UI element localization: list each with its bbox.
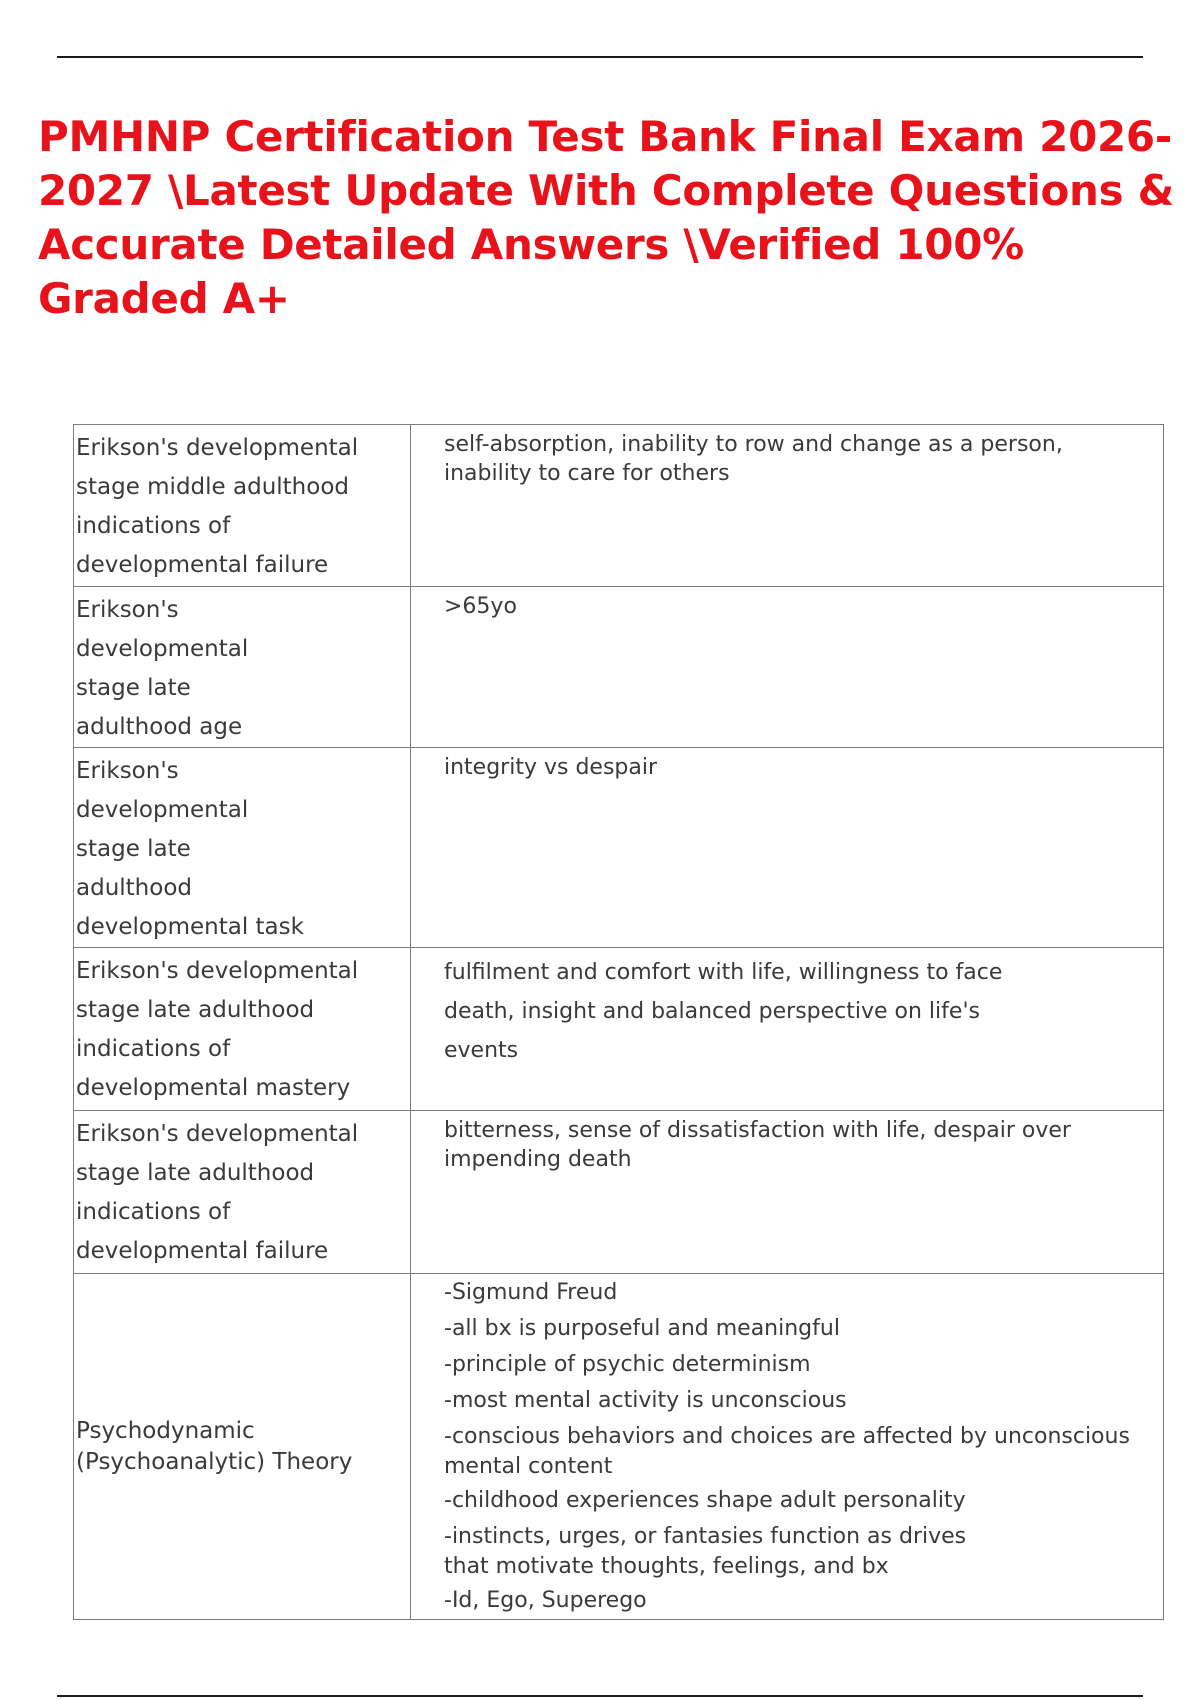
table-row [74, 1274, 1164, 1620]
definition-cell [411, 1274, 1164, 1620]
term-text: Erikson's developmental stage late adulthood indications of developmental mastery [76, 958, 359, 1101]
definition-text: fulfilment and comfort with life, willingness to face death, insight and balanced perspective on life's events [444, 960, 1003, 1063]
term-cell [74, 425, 411, 587]
definition-list [411, 1274, 1163, 1616]
term-cell [74, 587, 411, 748]
table-row [74, 1111, 1164, 1274]
term-cell [74, 948, 411, 1111]
definition-cell [411, 748, 1164, 948]
footer-rule [57, 1695, 1143, 1697]
term-text: Erikson's developmental stage late adulthood age [76, 597, 249, 740]
term-text: Erikson's developmental stage late adulthood indications of developmental failure [76, 1121, 359, 1264]
list-item: -most mental activity is unconscious [444, 1388, 847, 1413]
term-cell [74, 1111, 411, 1274]
list-item: -principle of psychic determinism [444, 1352, 811, 1377]
definition-cell [411, 587, 1164, 748]
table-row [74, 748, 1164, 948]
definition-cell [411, 1111, 1164, 1274]
table-row [74, 587, 1164, 748]
list-item: -all bx is purposeful and meaningful [444, 1316, 840, 1341]
term-cell [74, 748, 411, 948]
header-rule [57, 56, 1143, 58]
term-text: Erikson's developmental stage middle adulthood indications of developmental failure [76, 435, 359, 578]
term-text: Psychodynamic (Psychoanalytic) Theory [76, 1417, 353, 1475]
term-cell [74, 1274, 411, 1620]
flashcard-table [73, 424, 1164, 1620]
list-item: -childhood experiences shape adult personality [444, 1488, 966, 1513]
definition-text: >65yo [444, 594, 517, 619]
definition-text: self-absorption, inability to row and change as a person, inability to care for others [444, 432, 1063, 486]
list-item: -Id, Ego, Superego [444, 1588, 647, 1613]
definition-text: bitterness, sense of dissatisfaction with life, despair over impending death [444, 1118, 1071, 1172]
definition-text: integrity vs despair [444, 755, 658, 780]
list-item: -Sigmund Freud [444, 1280, 618, 1305]
table-row [74, 425, 1164, 587]
document-title: PMHNP Certification Test Bank Final Exam 2026-2027 \Latest Update With Complete Questions & Accurate Detailed Answers \Verified 100% Graded A+ [38, 112, 1174, 323]
definition-cell [411, 425, 1164, 587]
table-row [74, 948, 1164, 1111]
list-item: -conscious behaviors and choices are affected by unconscious mental content [444, 1424, 1130, 1479]
definition-cell [411, 948, 1164, 1111]
term-text: Erikson's developmental stage late adulthood developmental task [76, 758, 304, 940]
list-item: -instincts, urges, or fantasies function as drives that motivate thoughts, feelings, and bx [444, 1524, 967, 1579]
